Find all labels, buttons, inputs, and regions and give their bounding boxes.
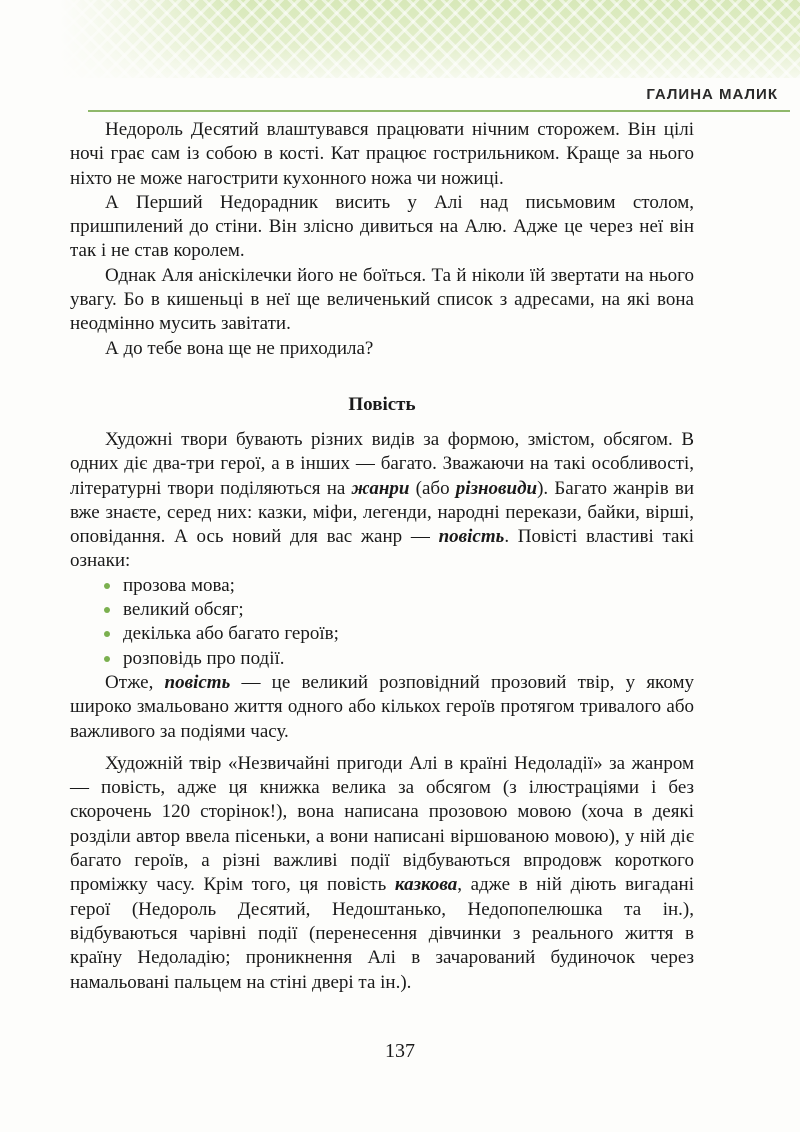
section-paragraph-1	[70, 428, 694, 574]
term-novella: повість	[438, 526, 505, 548]
text-run: (або	[409, 477, 456, 499]
bullet-dot-icon	[104, 631, 110, 637]
section-title: Повість	[348, 393, 416, 415]
running-header-author: ГАЛИНА МАЛИК	[646, 86, 778, 103]
header-ornament-fade	[60, 0, 240, 78]
term-varieties: різновиди	[455, 477, 538, 499]
page-content	[70, 118, 694, 995]
list-item: декілька або багато героїв;	[70, 622, 694, 646]
intro-paragraph-4: А до тебе вона ще не приходила?	[105, 337, 374, 359]
term-genres: жанри	[351, 477, 410, 499]
term-fairytale: казкова	[394, 874, 458, 896]
intro-paragraph-3: Однак Аля аніскілечки його не боїться. Та й ніколи їй звертати на нього увагу. Бо в кишеньці в неї ще величенький список з адресами, на які вона неодмінно мусить завітати.	[70, 264, 694, 335]
analysis-paragraph	[70, 752, 694, 995]
text-run: ). Багато жанрів ви вже знаєте, серед них: казки, міфи, легенди, народні перекази, байки, вірші, оповідання. А ось новий для вас жанр —	[70, 477, 694, 548]
list-item: прозова мова;	[70, 574, 694, 598]
header-rule	[88, 110, 790, 112]
list-item: розповідь про події.	[70, 647, 694, 671]
term-novella-definition: повість	[164, 671, 231, 693]
intro-paragraph-1: Недороль Десятий влаштувався працювати нічним сторожем. Він цілі ночі грає сам із собою в кості. Кат працює гострильником. Краще за нього ніхто не може нагострити кухонного ножа чи ножиці.	[70, 119, 694, 189]
bullet-dot-icon	[104, 656, 110, 662]
text-run: . Повісті властиві такі ознаки:	[70, 526, 694, 572]
text-run: , адже в ній діють вигадані герої (Недороль Десятий, Недоштанько, Недопопелюшка та ін.), відбуваються чарівні події (перенесення дівчинки з реального життя в країну Недоладію; проникнення Алі в зачарований будиночок через намальовані пальцем на стіні двері та ін.).	[70, 874, 694, 993]
text-run: Отже,	[105, 671, 165, 693]
list-item: великий обсяг;	[70, 598, 694, 622]
text-run: Художній твір «Незвичайні пригоди Алі в країні Недоладії» за жанром — повість, адже ця книжка велика за обсягом (з ілюстраціями і без скорочень 120 сторінок!), вона написана прозовою мовою (хоча в деякі розділи автор ввела пісеньки, а вони написані віршованою мовою), у ній діє багато героїв, а різні важливі події відбуваються впродовж короткого проміжку часу. Крім того, ця повість	[70, 752, 694, 896]
definition-paragraph	[70, 671, 694, 744]
page-number: 137	[385, 1040, 415, 1062]
text-run: — це великий розповідний прозовий твір, у якому широко змальовано життя одного або кількох героїв протягом тривалого або важливого за подіями часу.	[70, 671, 694, 742]
bullet-dot-icon	[104, 607, 110, 613]
bullet-dot-icon	[104, 583, 110, 589]
intro-paragraph-2: А Перший Недорадник висить у Алі над письмовим столом, пришпилений до стіни. Він злісно дивиться на Алю. Адже це через неї він так і не став королем.	[70, 191, 694, 262]
spacer	[70, 744, 694, 752]
text-run: Художні твори бувають різних видів за формою, змістом, обсягом. В одних діє два-три герої, а в інших — багато. Зважаючи на такі особливості, літературні твори поділяються на	[70, 428, 694, 499]
features-list	[70, 574, 694, 671]
